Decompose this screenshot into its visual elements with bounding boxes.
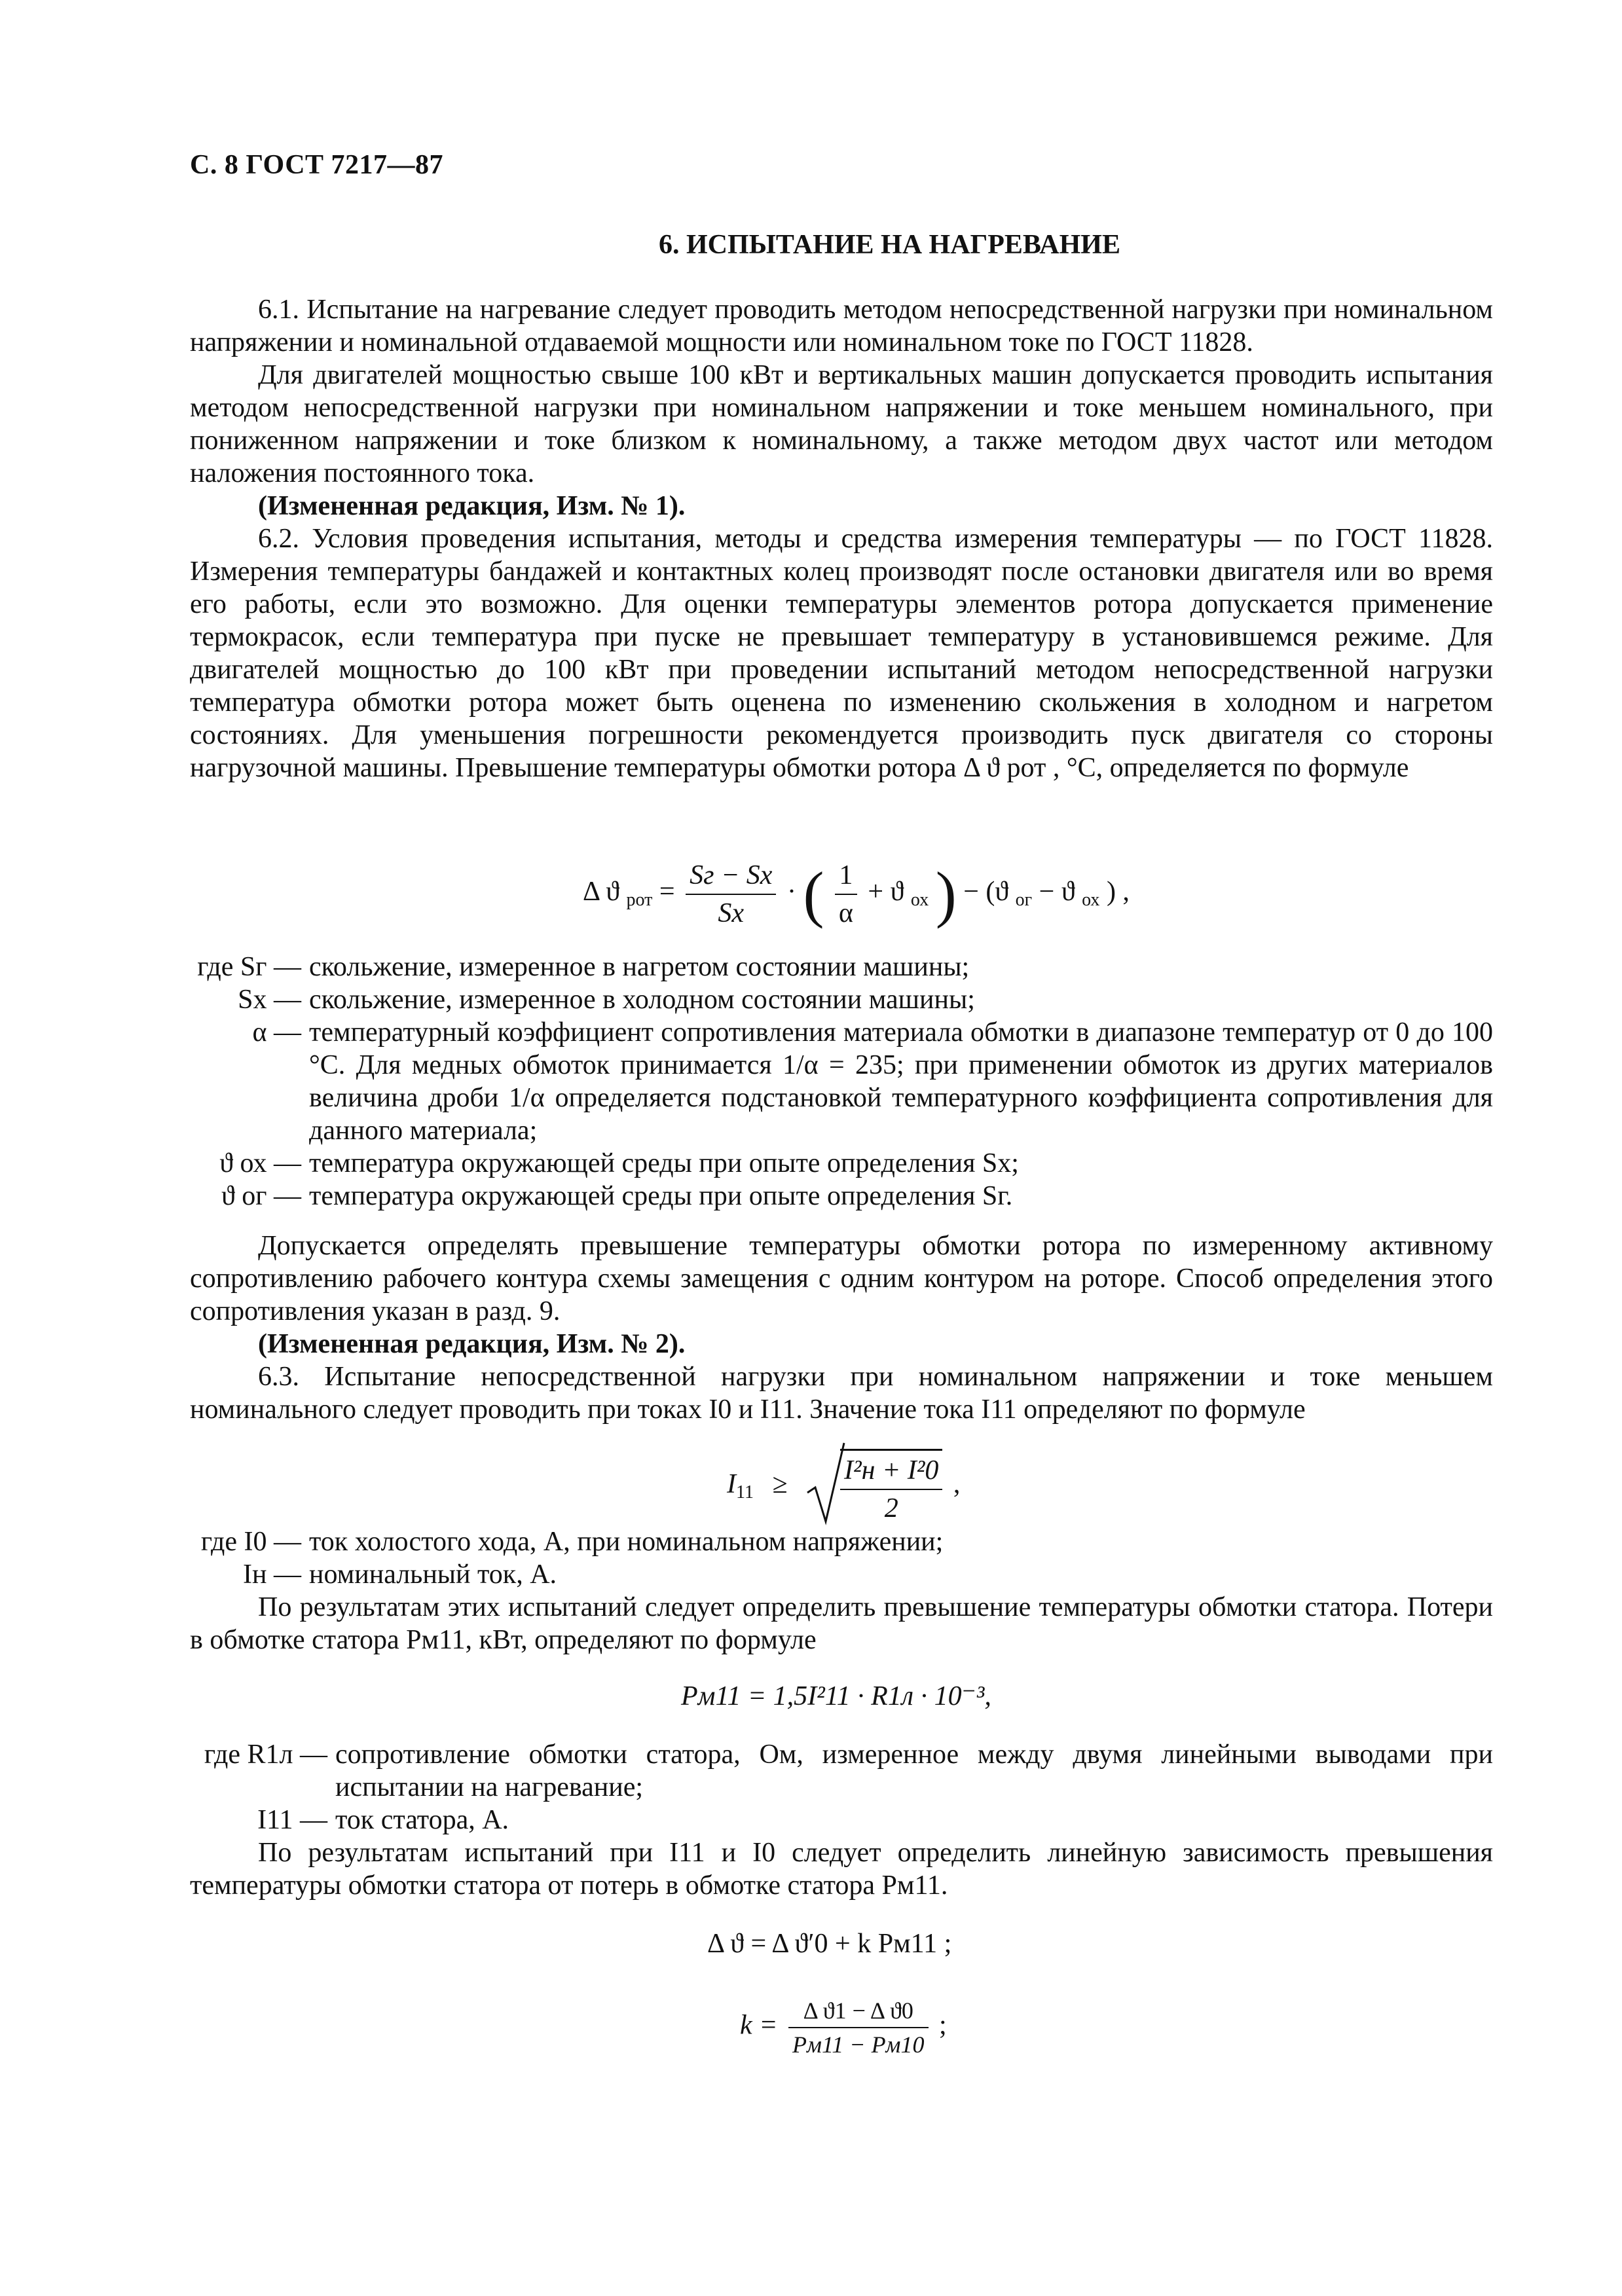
- f2-denominator: 2: [884, 1493, 898, 1523]
- section-title-text: 6. ИСПЫТАНИЕ НА НАГРЕВАНИЕ: [659, 230, 1120, 260]
- definition-text: температурный коэффициент сопротивления материала обмотки в диапазоне температур от 0 до 100 °С. Для медных обмоток принимается 1/α = 235; при применении обмоток из других материалов величина дроби 1/α определяется подстановкой температурного коэффициента сопротивления для данного материала;: [309, 1017, 1493, 1146]
- definition-row: [190, 1016, 1493, 1147]
- f1-close-paren: ): [935, 859, 957, 929]
- definitions-formula-3: [190, 1738, 1493, 1836]
- f2-lhs: I: [727, 1469, 736, 1500]
- definition-symbol: где I0 —: [200, 1527, 301, 1557]
- definitions-formula-2: [190, 1525, 1493, 1591]
- definitions-formula-1: [190, 951, 1493, 1212]
- f1-tail-sub2: ох: [1082, 890, 1100, 911]
- formula-rotor-temperature: [583, 858, 1130, 930]
- definition-row: [190, 1558, 1493, 1591]
- paragraph-6-1-b: Для двигателей мощностью свыше 100 кВт и вертикальных машин допускается проводить испытания методом непосредственной нагрузки при номинальном напряжении и токе меньшем номинального, при пониженном напряжении и токе близком к номинальному, а также методом двух частот или методом наложения постоянного тока.: [190, 360, 1493, 488]
- definition-text: сопротивление обмотки статора, Ом, измеренное между двумя линейными выводами при испытании на нагревание;: [335, 1740, 1493, 1802]
- definition-text: номинальный ток, А.: [309, 1559, 557, 1590]
- formula-stator-losses: Pм11 = 1,5I²11 · R1л · 10⁻³,: [681, 1681, 991, 1711]
- f1-lhs: Δ ϑ: [583, 877, 619, 907]
- f1-inner-numerator: 1: [835, 860, 857, 895]
- f1-fraction: [686, 860, 776, 929]
- amendment-note-2: (Измененная редакция, Изм. № 2).: [258, 1329, 686, 1359]
- f5-fraction: [788, 1997, 929, 2058]
- text-block-a: [190, 293, 1493, 784]
- definition-symbol: Sх —: [238, 985, 301, 1015]
- f1-tail-mid: − ϑ: [1039, 877, 1075, 907]
- definition-text: температура окружающей среды при опыте определения Sг.: [309, 1181, 1013, 1211]
- definition-symbol: α —: [252, 1017, 301, 1048]
- definition-row: [190, 1147, 1493, 1180]
- paragraph-rotor-resistance: Допускается определять превышение температуры обмотки ротора по измеренному активному сопротивлению рабочего контура схемы замещения с одним контуром на роторе. Способ определения этого сопротивления указан в разд. 9.: [190, 1231, 1493, 1326]
- definition-row: [190, 1804, 1493, 1836]
- sqrt-icon: [806, 1440, 845, 1533]
- f5-denominator: Pм11 − Pм10: [792, 2032, 925, 2058]
- text-block-b: [190, 1230, 1493, 1426]
- paragraph-linear-dependence: По результатам испытаний при I11 и I0 следует определить линейную зависимость превышения температуры обмотки статора от потерь в обмотке статора Pм11.: [190, 1838, 1493, 1901]
- f1-tail-sub1: ог: [1015, 890, 1033, 911]
- definition-symbol: I11 —: [257, 1805, 327, 1835]
- paragraph-6-2: 6.2. Условия проведения испытания, методы и средства измерения температуры — по ГОСТ 11828. Измерения температуры бандажей и контактных колец производят после остановки двигателя или во время его работы, если это возможно. Для оценки температуры элементов ротора допускается применение термокрасок, если температура при пуске не превышает температуру в установившемся режиме. Для двигателей мощностью до 100 кВт при проведении испытаний методом непосредственной нагрузки температура обмотки ротора может быть оценена по изменению скольжения в холодном и нагретом состояниях. Для уменьшения погрешности рекомендуется производить пуск двигателя со стороны нагрузочной машины. Превышение температуры обмотки ротора Δ ϑ рот , °С, определяется по формуле: [190, 524, 1493, 783]
- f1-inner-denominator: α: [838, 898, 853, 928]
- definition-text: температура окружающей среды при опыте определения Sх;: [309, 1148, 1019, 1178]
- definition-symbol: ϑ ог —: [221, 1181, 301, 1211]
- definition-row: [190, 951, 1493, 983]
- definition-symbol: где R1л —: [204, 1740, 327, 1770]
- definition-row: [190, 983, 1493, 1016]
- formula-current-i11: [727, 1440, 960, 1533]
- definition-text: скольжение, измеренное в холодном состоянии машины;: [309, 985, 975, 1015]
- paragraph-6-3: 6.3. Испытание непосредственной нагрузки при номинальном напряжении и токе меньшем номинального следует проводить при токах I0 и I11. Значение тока I11 определяют по формуле: [190, 1362, 1493, 1425]
- f1-plus-sub: ох: [910, 890, 929, 911]
- paragraph-stator-losses: По результатам этих испытаний следует определить превышение температуры обмотки статора. Потери в обмотке статора Pм11, кВт, определяют по формуле: [190, 1592, 1493, 1655]
- definition-text: ток статора, А.: [335, 1805, 509, 1835]
- f1-tail-end: ) ,: [1106, 877, 1130, 907]
- f1-denominator: Sх: [718, 898, 745, 928]
- f2-fraction: [840, 1449, 942, 1524]
- f2-relation: ≥: [772, 1469, 788, 1500]
- definition-symbol: ϑ ох —: [219, 1148, 301, 1178]
- f2-lhs-sub: 11: [736, 1482, 754, 1503]
- f1-open-paren: (: [803, 859, 824, 929]
- f1-tail: − (ϑ: [963, 877, 1009, 907]
- definition-symbol: где Sг —: [197, 952, 301, 982]
- f2-end: ,: [953, 1469, 961, 1500]
- page-header: С. 8 ГОСТ 7217—87: [190, 150, 444, 180]
- f2-numerator: I²н + I²0: [840, 1455, 942, 1490]
- definition-row: [190, 1525, 1493, 1558]
- f1-eq: =: [659, 877, 675, 907]
- f5-numerator: Δ ϑ1 − Δ ϑ0: [788, 1997, 929, 2028]
- text-block-d: [190, 1836, 1493, 1902]
- definition-text: скольжение, измеренное в нагретом состоянии машины;: [309, 952, 970, 982]
- definition-text: ток холостого хода, А, при номинальном напряжении;: [309, 1527, 944, 1557]
- f1-plus: + ϑ: [868, 877, 904, 907]
- formula-temperature-rise: Δ ϑ = Δ ϑ′0 + k Pм11 ;: [707, 1929, 952, 1959]
- f1-numerator: Sг − Sх: [686, 860, 776, 895]
- amendment-note-1: (Измененная редакция, Изм. № 1).: [258, 491, 686, 521]
- definition-row: [190, 1180, 1493, 1212]
- f1-dot: ·: [786, 877, 796, 907]
- paragraph-6-1: 6.1. Испытание на нагревание следует проводить методом непосредственной нагрузки при номинальном напряжении и номинальной отдаваемой мощности или номинальном токе по ГОСТ 11828.: [190, 295, 1493, 357]
- text-block-c: [190, 1591, 1493, 1656]
- f1-inner-fraction: [835, 860, 857, 929]
- definition-row: [190, 1738, 1493, 1804]
- formula-coefficient-k: [740, 1997, 947, 2058]
- section-title: [0, 229, 1622, 261]
- f1-lhs-sub: рот: [626, 890, 653, 911]
- f5-lhs: k =: [740, 2010, 778, 2041]
- f5-end: ;: [939, 2010, 947, 2041]
- definition-symbol: Iн —: [243, 1559, 301, 1590]
